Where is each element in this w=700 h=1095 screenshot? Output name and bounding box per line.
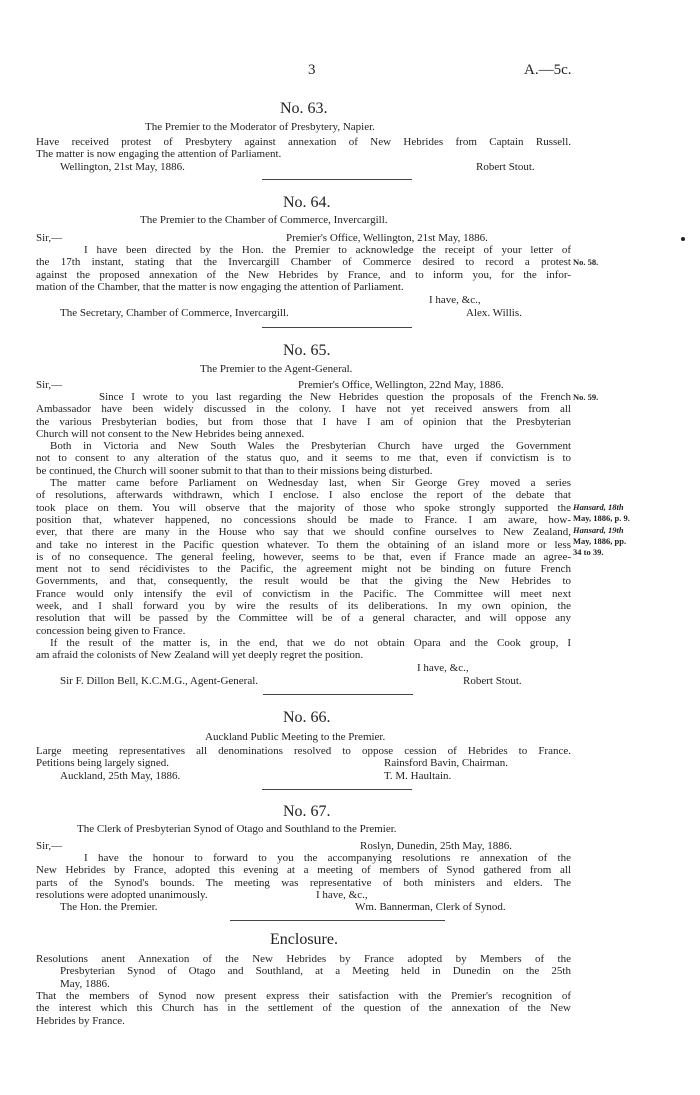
doc65-line: If the result of the matter is, in the end, that we do not obtain Opara and the Cook group, I [50, 636, 571, 649]
doc66-heading: Auckland Public Meeting to the Premier. [205, 731, 386, 743]
doc65-line: resolution that will be passed by the Committee will be of a general character, and will oppose any [36, 612, 571, 625]
doc63-heading: The Premier to the Moderator of Presbytery, Napier. [145, 121, 375, 133]
doc67-line: resolutions were adopted unanimously. [36, 888, 208, 901]
doc66-number: No. 66. [283, 709, 331, 726]
doc64-line: the 17th instant, stating that the Invercargill Chamber of Commerce desired to record a protest [36, 256, 571, 269]
doc63-line: The matter is now engaging the attention of Parliament. [36, 148, 282, 161]
enclosure-line: That the members of Synod now present express their satisfaction with the Premier's recognition of [36, 990, 571, 1002]
doc63-body [36, 136, 571, 161]
doc65-signature: Robert Stout. [463, 675, 522, 687]
doc67-line: New Hebrides by France, adopted this evening at a meeting of members of Synod gathered from all [36, 864, 571, 877]
doc65-line: week, and I shall forward you by wire the results of its deliberations. In my own opinion, the [36, 600, 571, 613]
doc65-line: position that, whatever happened, no concessions should be made to France. I am aware, how- [36, 513, 571, 526]
doc64-address: Premier's Office, Wellington, 21st May, 1886. [286, 232, 488, 244]
enclosure-heading [36, 953, 571, 990]
doc65-margin-note: 34 to 39. [573, 547, 604, 557]
doc65-address: Premier's Office, Wellington, 22nd May, 1886. [298, 379, 504, 391]
doc67-salutation: Sir,— [36, 840, 63, 852]
doc65-margin-note: May, 1886, pp. [573, 536, 627, 546]
divider [263, 694, 413, 695]
doc63-line: Have received protest of Presbytery against annexation of New Hebrides from Captain Russell. [36, 136, 571, 148]
doc65-line: Church will not consent to the New Hebrides being annexed. [36, 427, 305, 440]
enclosure-heading-line: Presbyterian Synod of Otago and Southland, at a Meeting held in Dunedin on the 25th [60, 965, 571, 978]
doc65-heading: The Premier to the Agent-General. [200, 363, 353, 375]
doc65-line: ever, that there are many in the House who say that we should confine ourselves to New Zealand, [36, 526, 571, 539]
doc67-address: Roslyn, Dunedin, 25th May, 1886. [360, 840, 513, 852]
document-code: A.—5c. [524, 62, 572, 78]
divider [262, 179, 412, 180]
doc65-body [36, 391, 571, 662]
doc65-closing: I have, &c., [417, 662, 469, 674]
doc66-signature: T. M. Haultain. [384, 770, 452, 782]
doc65-line: concession being given to France. [36, 624, 186, 637]
doc65-number: No. 65. [283, 342, 331, 359]
doc65-salutation: Sir,— [36, 379, 63, 391]
doc65-line: Since I wrote to you last regarding the New Hebrides question the proposals of the French [99, 391, 571, 403]
doc63-date: Wellington, 21st May, 1886. [60, 161, 185, 173]
doc64-recipient: The Secretary, Chamber of Commerce, Invercargill. [60, 307, 289, 319]
doc65-line: not to consent to any alteration of the status quo, and it seems to me that, even if convictism is to [36, 452, 571, 465]
doc65-line: took place on them. You will observe that the majority of those who spoke strongly supported the [36, 501, 571, 514]
enclosure-heading-line: May, 1886. [60, 977, 110, 990]
margin-mark [681, 237, 685, 241]
doc65-margin-note: Hansard, 19th [573, 525, 624, 535]
doc65-margin-note: No. 59. [573, 392, 599, 402]
doc64-line: I have been directed by the Hon. the Premier to acknowledge the receipt of your letter of [84, 244, 571, 256]
doc67-signature: Wm. Bannerman, Clerk of Synod. [355, 901, 506, 913]
enclosure-line: the interest which this Church has in the settlement of the question of the annexation of the New [36, 1002, 571, 1015]
doc64-body [36, 244, 571, 293]
doc63-signature: Robert Stout. [476, 161, 535, 173]
doc67-body [36, 852, 571, 901]
doc66-line: Petitions being largely signed. [36, 757, 170, 770]
doc64-line: mation of the Chamber, that the matter is now engaging the attention of Parliament. [36, 280, 404, 293]
doc66-signature-chairman: Rainsford Bavin, Chairman. [384, 757, 509, 769]
doc65-line: Ambassador have been widely discussed in the colony. I have not yet received answers from all [36, 403, 571, 416]
page-number: 3 [308, 62, 316, 78]
doc64-salutation: Sir,— [36, 232, 63, 244]
doc64-margin-note: No. 58. [573, 257, 599, 267]
doc63-number: No. 63. [280, 100, 328, 117]
enclosure-body [36, 990, 571, 1027]
doc67-closing: I have, &c., [316, 889, 368, 901]
doc67-number: No. 67. [283, 803, 331, 820]
doc65-line: ment not to send récidivistes to the Pacific, the agreement might not be binding on future French [36, 563, 571, 576]
divider [230, 920, 445, 921]
enclosure-line: Hebrides by France. [36, 1014, 125, 1027]
enclosure-title: Enclosure. [270, 931, 338, 948]
doc65-line: the various Presbyterian bodies, but from those that I have I am of opinion that the Presbyterian [36, 415, 571, 428]
doc65-line: France would only intensify the evil of convictism in the Pacific. The Committee will meet next [36, 587, 571, 600]
doc64-line: against the proposed annexation of the New Hebrides by France, and to inform you, for the infor- [36, 268, 571, 281]
doc66-line: Large meeting representatives all denominations resolved to oppose cession of Hebrides to France. [36, 745, 571, 757]
divider [262, 789, 412, 790]
doc65-line: of resolutions, afterwards withdrawn, which I enclose. I also enclose the report of the debate that [36, 489, 571, 502]
doc65-line: Governments, and that, consequently, the result would be that the giving the New Hebrides to [36, 575, 571, 588]
doc65-line: and take no interest in the Pacific question whatever. To them the obtaining of an island more or less [36, 538, 571, 551]
divider [262, 327, 412, 328]
doc64-closing: I have, &c., [429, 294, 481, 306]
doc65-line: be continued, the Church will sooner submit to that than to their missions being disturbed. [36, 464, 433, 477]
enclosure-heading-line: Resolutions anent Annexation of the New Hebrides by France adopted by Members of the [36, 953, 571, 965]
doc65-margin-note: Hansard, 18th [573, 502, 624, 512]
doc65-margin-note: May, 1886, p. 9. [573, 513, 630, 523]
doc67-line: I have the honour to forward to you the accompanying resolutions re annexation of the [84, 852, 571, 864]
doc65-line: am afraid the colonists of New Zealand will yet deeply regret the position. [36, 649, 364, 662]
doc66-date: Auckland, 25th May, 1886. [60, 770, 181, 782]
doc65-line: The matter came before Parliament on Wednesday last, when Sir George Grey moved a series [50, 477, 571, 490]
doc64-number: No. 64. [283, 194, 331, 211]
doc64-heading: The Premier to the Chamber of Commerce, Invercargill. [140, 214, 388, 226]
doc67-heading: The Clerk of Presbyterian Synod of Otago and Southland to the Premier. [77, 823, 397, 835]
doc64-signature: Alex. Willis. [466, 307, 522, 319]
doc65-line: Both in Victoria and New South Wales the Presbyterian Church have urged the Government [50, 440, 571, 453]
doc67-recipient: The Hon. the Premier. [60, 901, 158, 913]
doc67-line: parts of the Synod's bounds. The meeting was representative of both ministers and elders. The [36, 876, 571, 889]
doc65-line: is of no consequence. The general feeling, however, seems to be that, even if France made an agree- [36, 550, 571, 563]
doc65-recipient: Sir F. Dillon Bell, K.C.M.G., Agent-General. [60, 675, 259, 687]
